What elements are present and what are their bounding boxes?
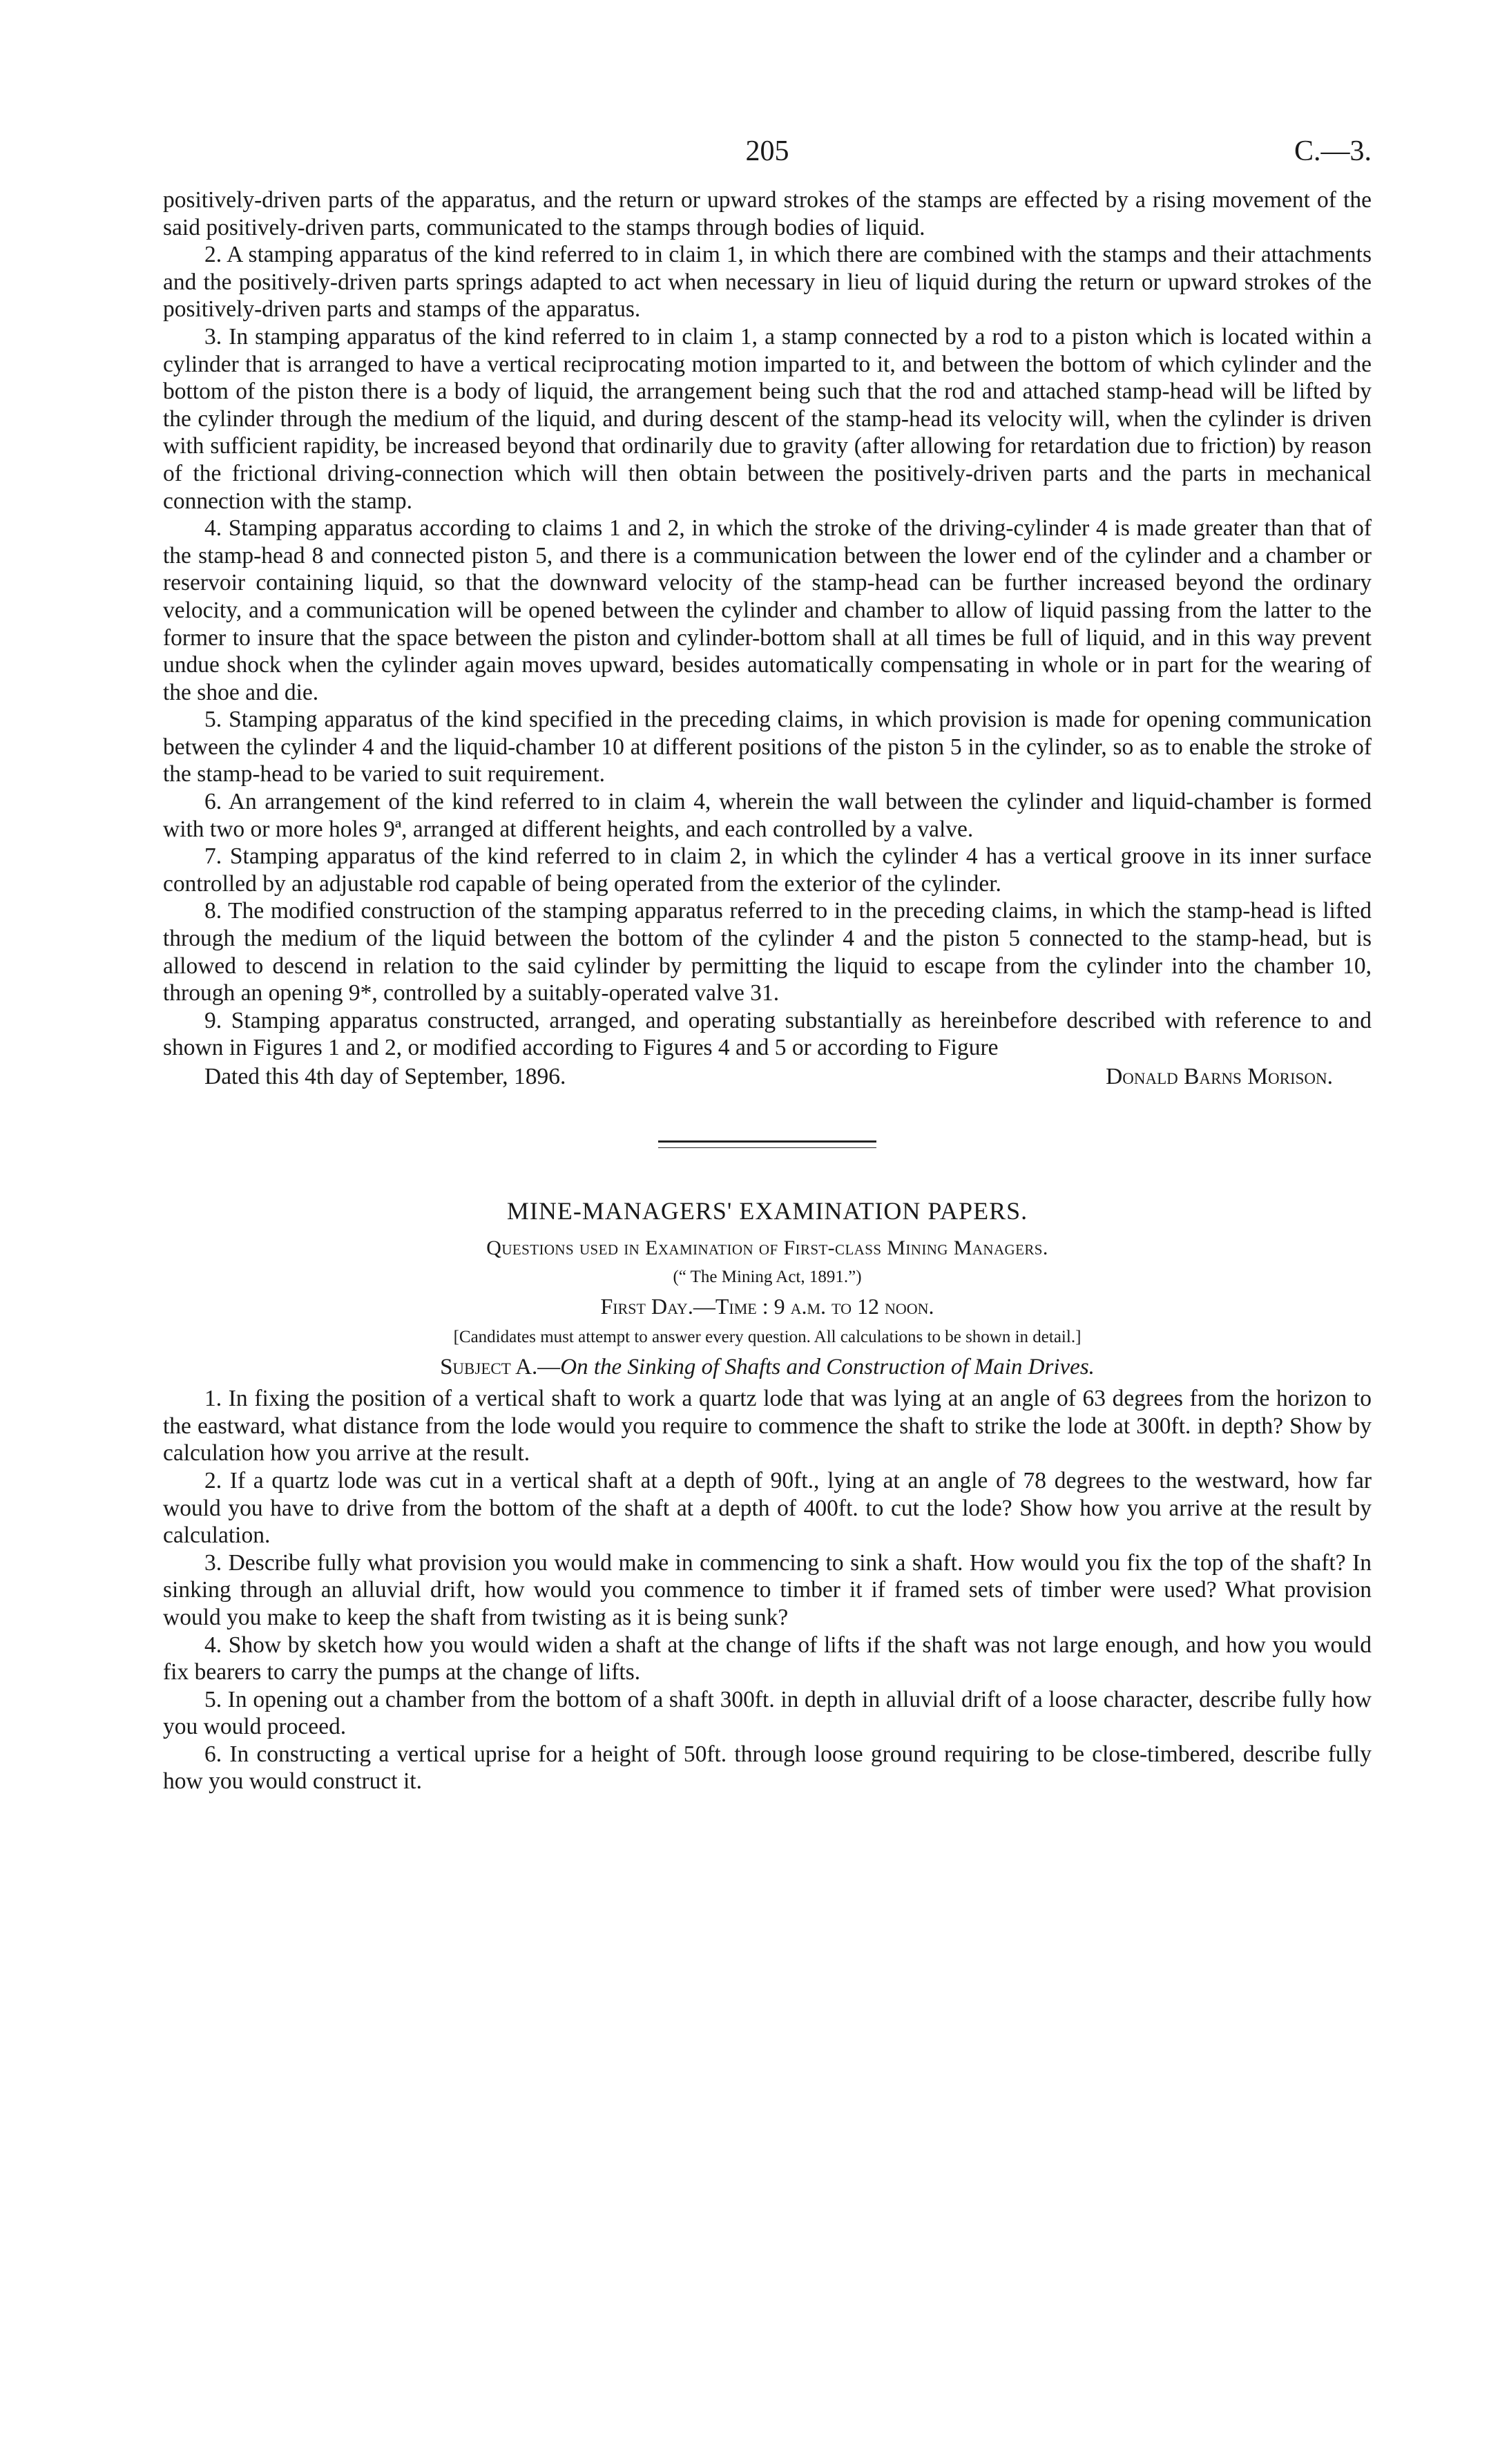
exam-subtitle: Questions used in Examination of First-class Mining Managers.	[486, 1236, 1048, 1260]
section-divider	[658, 1140, 876, 1143]
subject-label: Subject A.—	[440, 1354, 561, 1379]
claim-paragraph: 8. The modified construction of the stamping apparatus referred to in the preceding claims, in which the stamp-head is lifted through the medium of the liquid between the bottom of the cylinder 4 and the piston 5 connected to the stamp-head, but is allowed to descend in relation to the said cylinder by permitting the liquid to escape from the cylinder into the chamber 10, through an opening 9*, controlled by a suitably-operated valve 31.	[163, 898, 1372, 1006]
document-page	[163, 135, 1372, 1795]
claim-paragraph: 5. Stamping apparatus of the kind specified in the preceding claims, in which provision is made for opening communication between the cylinder 4 and the liquid-chamber 10 at different positions of the piston 5 in the cylinder, so as to enable the stroke of the stamp-head to be varied to suit requirement.	[163, 707, 1372, 787]
exam-instructions: [Candidates must attempt to answer every question. All calculations to be shown in detail.]	[453, 1327, 1082, 1346]
question-item: 3. Describe fully what provision you would make in commencing to sink a shaft. How would you fix the top of the shaft? In sinking through an alluvial drift, how would you commence to timber it if framed sets of timber were used? What provision would you make to keep the shaft from twisting as it is being sunk?	[163, 1549, 1372, 1630]
claim-paragraph: 3. In stamping apparatus of the kind referred to in claim 1, a stamp connected by a rod to a piston which is located within a cylinder that is arranged to have a vertical reciprocating motion imparted to it, and between the bottom of which cylinder and the bottom of the piston there is a body of liquid, the arrangement being such that the rod and attached stamp-head will be lifted by the cylinder through the medium of the liquid, and during descent of the stamp-head its velocity will, when the cylinder is driven with sufficient rapidity, be increased beyond that ordinarily due to gravity (after allowing for retardation due to friction) by reason of the frictional driving-connection which will then obtain between the positively-driven parts and the parts in mechanical connection with the stamp.	[163, 323, 1372, 514]
question-item: 2. If a quartz lode was cut in a vertical shaft at a depth of 90ft., lying at an angle of 78 degrees to the westward, how far would you have to drive from the bottom of the shaft at a depth of 400ft. to cut the lode? Show how you arrive at the result by calculation.	[163, 1467, 1372, 1549]
document-reference: C.—3.	[1294, 135, 1372, 167]
question-item: 1. In fixing the position of a vertical shaft to work a quartz lode that was lying at an angle of 63 degrees from the horizon to the eastward, what distance from the lode would you require to commence the shaft to strike the lode at 300ft. in depth? Show by calculation how you arrive at the result.	[163, 1386, 1372, 1467]
question-item: 6. In constructing a vertical uprise for a height of 50ft. through loose ground requiring to be close-timbered, describe fully how you would construct it.	[163, 1741, 1372, 1795]
question-item: 4. Show by sketch how you would widen a shaft at the change of lifts if the shaft was not large enough, and how you would fix bearers to carry the pumps at the change of lifts.	[163, 1632, 1372, 1685]
patent-claims	[163, 187, 1372, 1062]
claim-paragraph: 9. Stamping apparatus constructed, arranged, and operating substantially as hereinbefore described with reference to and shown in Figures 1 and 2, or modified according to Figures 4 and 5 or according to Figure	[163, 1007, 1372, 1061]
signature: Donald Barns Morison.	[1106, 1064, 1333, 1089]
exam-subject	[163, 1354, 1372, 1382]
exam-questions	[163, 1385, 1372, 1795]
claim-paragraph: 4. Stamping apparatus according to claims 1 and 2, in which the stroke of the driving-cylinder 4 is made greater than that of the stamp-head 8 and connected piston 5, and there is a communication between the lower end of the cylinder and a chamber or reservoir containing liquid, so that the downward velocity of the stamp-head can be further increased beyond the ordinary velocity, and a communication will be opened between the cylinder and chamber to allow of liquid passing from the latter to the former to insure that the space between the piston and cylinder-bottom shall at all times be full of liquid, and in this way prevent undue shock when the cylinder again moves upward, besides automatically compensating in whole or in part for the wearing of the shoe and die.	[163, 515, 1372, 705]
dated-line	[163, 1063, 1372, 1091]
subject-title: On the Sinking of Shafts and Construction of Main Drives.	[560, 1354, 1095, 1379]
exam-time: First Day.—Time : 9 a.m. to 12 noon.	[600, 1294, 934, 1319]
section-divider-thin	[658, 1147, 876, 1148]
claim-paragraph: 6. An arrangement of the kind referred to in claim 4, wherein the wall between the cylinder and liquid-chamber is formed with two or more holes 9ª, arranged at different heights, and each controlled by a valve.	[163, 789, 1372, 842]
exam-act: (“ The Mining Act, 1891.”)	[673, 1267, 862, 1286]
question-item: 5. In opening out a chamber from the bottom of a shaft 300ft. in depth in alluvial drift of a loose character, describe fully how you would proceed.	[163, 1686, 1372, 1740]
claim-continuation: positively-driven parts of the apparatus, and the return or upward strokes of the stamps are effected by a rising movement of the said positively-driven parts, communicated to the stamps through bodies of liquid.	[163, 187, 1372, 240]
page-number: 205	[745, 135, 789, 167]
claim-paragraph: 7. Stamping apparatus of the kind referred to in claim 2, in which the cylinder 4 has a vertical groove in its inner surface controlled by an adjustable rod capable of being operated from the exterior of the cylinder.	[163, 843, 1372, 897]
exam-title: MINE-MANAGERS' EXAMINATION PAPERS.	[506, 1196, 1028, 1225]
page-header	[163, 135, 1372, 187]
date-text: Dated this 4th day of September, 1896.	[204, 1064, 566, 1089]
claim-paragraph: 2. A stamping apparatus of the kind referred to in claim 1, in which there are combined with the stamps and their attachments and the positively-driven parts springs adapted to act when necessary in lieu of liquid during the return or upward strokes of the positively-driven parts and stamps of the apparatus.	[163, 242, 1372, 323]
